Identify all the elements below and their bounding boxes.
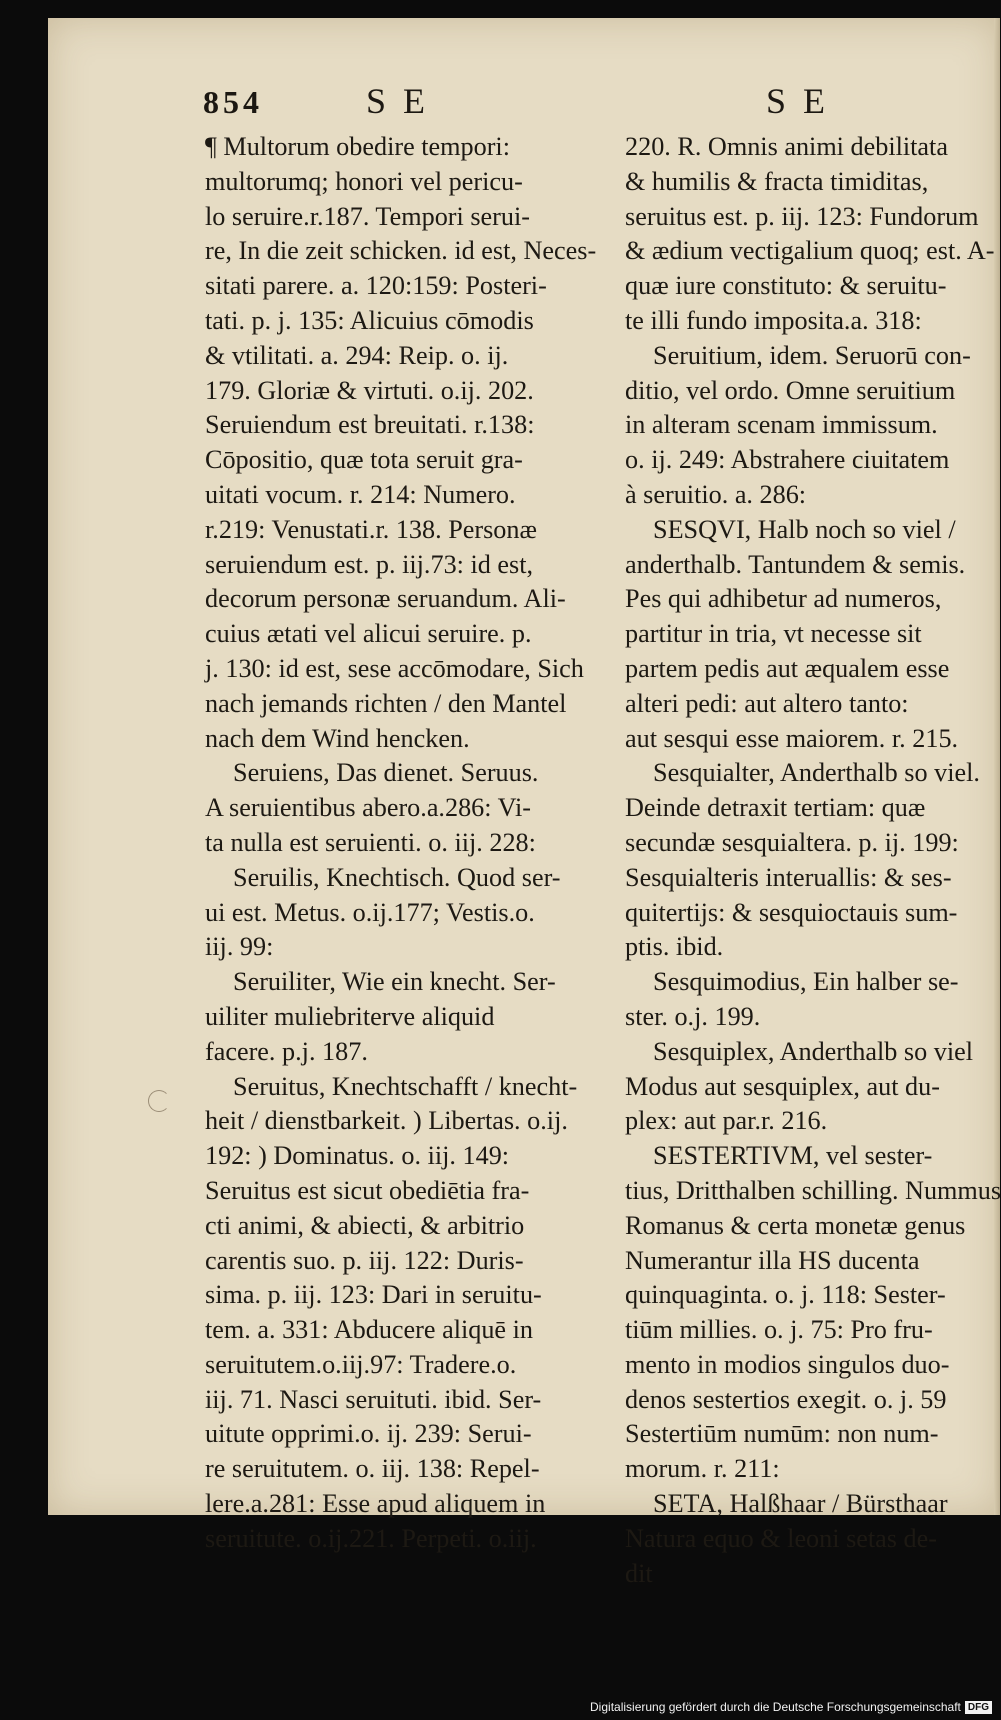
right-column-line: aut sesqui esse maiorem. r. 215. xyxy=(625,723,959,753)
right-column-line: seruitus est. p. iij. 123: Fundorum xyxy=(625,201,979,231)
right-column-line: Sesquiplex, Anderthalb so viel xyxy=(653,1036,974,1066)
right-column-line: SETA, Halßhaar / Bürsthaar xyxy=(653,1489,948,1519)
left-column xyxy=(205,130,617,1557)
left-column-line: sitati parere. a. 120:159: Posteri- xyxy=(205,271,547,301)
left-column-line: 192: ) Dominatus. o. iij. 149: xyxy=(205,1141,510,1171)
left-column-line: seruitutem.o.iij.97: Tradere.o. xyxy=(205,1349,517,1379)
left-column-line: A seruientibus abero.a.286: Vi- xyxy=(205,793,531,823)
left-column-line: iij. 71. Nasci seruituti. ibid. Ser- xyxy=(205,1384,542,1414)
right-column-line: o. ij. 249: Abstrahere ciuitatem xyxy=(625,445,950,475)
right-column-line: Deinde detraxit tertiam: quæ xyxy=(625,793,926,823)
running-head-right: S E xyxy=(766,81,830,121)
left-column-line: carentis suo. p. iij. 122: Duris- xyxy=(205,1245,524,1275)
left-column-line: uitati vocum. r. 214: Numero. xyxy=(205,479,516,509)
left-column-line: Seruitus, Knechtschafft / knecht- xyxy=(233,1071,578,1101)
left-column-line: & vtilitati. a. 294: Reip. o. ij. xyxy=(205,340,509,370)
left-column-line: cti animi, & abiecti, & arbitrio xyxy=(205,1210,525,1240)
left-column-line: j. 130: id est, sese accōmodare, Sich xyxy=(205,653,584,683)
left-column-line: facere. p.j. 187. xyxy=(205,1036,368,1066)
right-column-line: Natura equo & leoni setas de- xyxy=(625,1523,937,1553)
right-column-line: Numerantur illa HS ducenta xyxy=(625,1245,920,1275)
right-column-line: 220. R. Omnis animi debilitata xyxy=(625,132,948,161)
right-column-line: denos sestertios exegit. o. j. 59 xyxy=(625,1384,947,1414)
left-column-line: nach jemands richten / den Mantel xyxy=(205,688,567,718)
right-column-line: tius, Dritthalben schilling. Nummus xyxy=(625,1175,1001,1205)
left-column-line: r.219: Venustati.r. 138. Personæ xyxy=(205,514,537,544)
right-column-line: ptis. ibid. xyxy=(625,932,724,962)
right-column-line: Romanus & certa monetæ genus xyxy=(625,1210,966,1240)
left-column-line: Seruiliter, Wie ein knecht. Ser- xyxy=(233,967,556,997)
right-column-line: Pes qui adhibetur ad numeros, xyxy=(625,584,942,614)
right-column-line: partitur in tria, vt necesse sit xyxy=(625,619,922,649)
left-column-line: 179. Gloriæ & virtuti. o.ij. 202. xyxy=(205,375,534,405)
right-column-line: alteri pedi: aut altero tanto: xyxy=(625,688,909,718)
left-column-line: re, In die zeit schicken. id est, Neces- xyxy=(205,236,597,266)
left-column-line: Cōpositio, quæ tota seruit gra- xyxy=(205,445,523,475)
right-column-line: ster. o.j. 199. xyxy=(625,1001,761,1031)
right-column-line: SESQVI, Halb noch so viel / xyxy=(653,514,956,544)
right-column-line: te illi fundo imposita.a. 318: xyxy=(625,305,922,335)
left-column-line: Seruitus est sicut obediētia fra- xyxy=(205,1175,530,1205)
right-column-line: tiūm millies. o. j. 75: Pro fru- xyxy=(625,1315,933,1345)
left-column-line: tati. p. j. 135: Alicuius cōmodis xyxy=(205,305,534,335)
right-column-line: morum. r. 211: xyxy=(625,1454,780,1484)
running-header xyxy=(48,80,1000,130)
footer-credit xyxy=(590,1700,992,1714)
margin-annotation-mark xyxy=(148,1090,170,1112)
right-column-line: quitertijs: & sesquioctauis sum- xyxy=(625,897,958,927)
right-column-line: à seruitio. a. 286: xyxy=(625,479,807,509)
left-column-line: seruiendum est. p. iij.73: id est, xyxy=(205,549,534,579)
right-column-line: mento in modios singulos duo- xyxy=(625,1349,950,1379)
left-column-line: uitute opprimi.o. ij. 239: Serui- xyxy=(205,1419,532,1449)
right-column-line: SESTERTIVM, vel sester- xyxy=(653,1141,933,1171)
left-column-line: multorumq; honori vel pericu- xyxy=(205,166,523,196)
left-column-line: heit / dienstbarkeit. ) Libertas. o.ij. xyxy=(205,1106,568,1136)
right-column-line: dit xyxy=(625,1558,653,1588)
left-column-line: nach dem Wind hencken. xyxy=(205,723,470,753)
right-column-line: ditio, vel ordo. Omne seruitium xyxy=(625,375,956,405)
funding-credit-text: Digitalisierung gefördert durch die Deutsche Forschungsgemeinschaft xyxy=(590,1700,961,1714)
left-column-line: Seruiendum est breuitati. r.138: xyxy=(205,410,535,440)
right-column-line: Modus aut sesquiplex, aut du- xyxy=(625,1071,940,1101)
left-column-line: cuius ætati vel alicui seruire. p. xyxy=(205,619,532,649)
right-column-line: Sestertiūm numūm: non num- xyxy=(625,1419,939,1449)
right-column-line: Sesquialteris interuallis: & ses- xyxy=(625,862,952,892)
right-column-line: Seruitium, idem. Seruorū con- xyxy=(653,340,971,370)
right-column-line: partem pedis aut æqualem esse xyxy=(625,653,950,683)
right-column-line: quinquaginta. o. j. 118: Sester- xyxy=(625,1280,946,1310)
right-column xyxy=(625,130,1000,1591)
right-column-line: & humilis & fracta timiditas, xyxy=(625,166,929,196)
left-column-line: seruitute. o.ij.221. Perpeti. o.iij. xyxy=(205,1523,537,1553)
right-column-line: plex: aut par.r. 216. xyxy=(625,1106,828,1136)
running-head-left: S E xyxy=(366,81,430,121)
left-column-line: sima. p. iij. 123: Dari in seruitu- xyxy=(205,1280,542,1310)
left-column-line: Seruilis, Knechtisch. Quod ser- xyxy=(233,862,561,892)
right-column-line: quæ iure constituto: & seruitu- xyxy=(625,271,947,301)
left-column-line: iij. 99: xyxy=(205,932,274,962)
page-number: 854 xyxy=(203,84,263,120)
left-column-line: re seruitutem. o. iij. 138: Repel- xyxy=(205,1454,540,1484)
left-column-line: decorum personæ seruandum. Ali- xyxy=(205,584,566,614)
right-column-line: anderthalb. Tantundem & semis. xyxy=(625,549,966,579)
left-column-line: lere.a.281: Esse apud aliquem in xyxy=(205,1489,546,1519)
right-column-line: secundæ sesquialtera. p. ij. 199: xyxy=(625,827,959,857)
left-column-line: tem. a. 331: Abducere aliquē in xyxy=(205,1315,533,1345)
left-column-line: lo seruire.r.187. Tempori serui- xyxy=(205,201,530,231)
left-column-line: uiliter muliebriterve aliquid xyxy=(205,1001,495,1031)
left-column-line: Seruiens, Das dienet. Seruus. xyxy=(233,758,539,788)
right-column-line: Sesquimodius, Ein halber se- xyxy=(653,967,959,997)
book-page xyxy=(48,18,1001,1588)
right-column-line: in alteram scenam immissum. xyxy=(625,410,938,440)
left-column-line: ta nulla est seruienti. o. iij. 228: xyxy=(205,827,536,857)
left-column-line: ¶ Multorum obedire tempori: xyxy=(205,132,510,161)
left-column-line: ui est. Metus. o.ij.177; Vestis.o. xyxy=(205,897,535,927)
right-column-line: & ædium vectigalium quoq; est. A- xyxy=(625,236,995,266)
right-column-line: Sesquialter, Anderthalb so viel. xyxy=(653,758,980,788)
dfg-logo: DFG xyxy=(965,1701,992,1714)
